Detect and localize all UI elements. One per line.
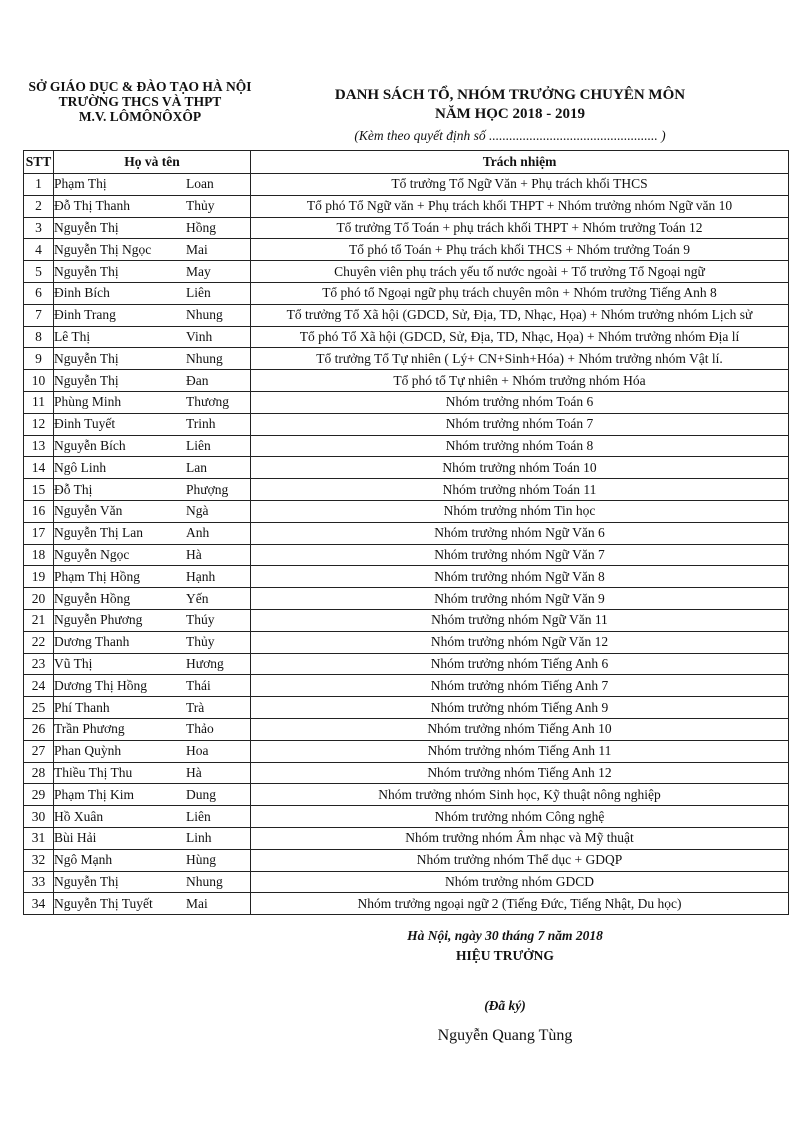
row-surname: Nguyễn Thị — [54, 350, 119, 366]
row-surname: Lê Thị — [54, 328, 91, 344]
row-stt: 6 — [24, 282, 54, 304]
row-surname: Đinh Tuyết — [54, 416, 116, 432]
row-surname: Nguyễn Thị — [54, 219, 119, 235]
row-stt: 8 — [24, 326, 54, 348]
row-name — [54, 849, 251, 871]
row-given-name: Trà — [186, 699, 205, 715]
row-given-name: Liên — [186, 808, 211, 824]
table-row — [24, 195, 789, 217]
row-given-name: Ngà — [186, 503, 209, 519]
table-row — [24, 566, 789, 588]
org-line-school-name: M.V. LÔMÔNÔXÔP — [78, 109, 202, 124]
row-stt: 25 — [24, 697, 54, 719]
organization-header — [20, 79, 260, 124]
table-row — [24, 413, 789, 435]
row-surname: Nguyễn Hồng — [54, 590, 131, 606]
row-duty: Nhóm trưởng nhóm Ngữ Văn 12 — [251, 631, 789, 653]
row-stt: 2 — [24, 195, 54, 217]
row-given-name: Loan — [186, 176, 214, 192]
table-row — [24, 500, 789, 522]
row-duty: Tổ phó tổ Ngoại ngữ phụ trách chuyên môn + Nhóm trưởng Tiếng Anh 8 — [251, 282, 789, 304]
row-stt: 23 — [24, 653, 54, 675]
row-stt: 24 — [24, 675, 54, 697]
row-given-name: Nhung — [186, 350, 223, 366]
row-surname: Nguyễn Ngọc — [54, 546, 130, 562]
row-duty: Nhóm trưởng nhóm Tin học — [251, 500, 789, 522]
row-stt: 17 — [24, 522, 54, 544]
table-row — [24, 282, 789, 304]
row-given-name: Hồng — [186, 219, 216, 235]
row-given-name: Thái — [186, 677, 211, 693]
row-surname: Nguyễn Phương — [54, 612, 143, 628]
row-name — [54, 871, 251, 893]
table-row — [24, 588, 789, 610]
row-duty: Nhóm trưởng nhóm Toán 11 — [251, 479, 789, 501]
row-duty: Nhóm trưởng nhóm Ngữ Văn 9 — [251, 588, 789, 610]
row-name — [54, 479, 251, 501]
row-given-name: Linh — [186, 830, 212, 846]
row-surname: Phan Quỳnh — [54, 743, 122, 759]
row-duty: Tổ phó tổ Tự nhiên + Nhóm trưởng nhóm Hóa — [251, 370, 789, 392]
row-surname: Phí Thanh — [54, 699, 110, 715]
row-surname: Vũ Thị — [54, 655, 93, 671]
row-name — [54, 174, 251, 196]
row-stt: 19 — [24, 566, 54, 588]
row-name — [54, 195, 251, 217]
table-row — [24, 827, 789, 849]
signature-place-date: Hà Nội, ngày 30 tháng 7 năm 2018 — [407, 928, 603, 943]
row-name — [54, 326, 251, 348]
row-name — [54, 282, 251, 304]
row-duty: Nhóm trưởng nhóm Toán 7 — [251, 413, 789, 435]
row-stt: 13 — [24, 435, 54, 457]
table-header-row — [24, 151, 789, 174]
row-name — [54, 827, 251, 849]
row-name — [54, 413, 251, 435]
row-surname: Phùng Minh — [54, 394, 122, 410]
row-given-name: Hương — [186, 655, 224, 671]
row-name — [54, 435, 251, 457]
staff-table — [23, 150, 789, 915]
table-row — [24, 740, 789, 762]
row-stt: 11 — [24, 391, 54, 413]
row-duty: Nhóm trưởng nhóm Toán 8 — [251, 435, 789, 457]
row-name — [54, 784, 251, 806]
row-duty: Nhóm trưởng nhóm Ngữ Văn 7 — [251, 544, 789, 566]
row-stt: 20 — [24, 588, 54, 610]
row-name — [54, 566, 251, 588]
row-given-name: Trinh — [186, 416, 216, 432]
row-duty: Nhóm trưởng nhóm GDCD — [251, 871, 789, 893]
row-duty: Nhóm trưởng nhóm Tiếng Anh 11 — [251, 740, 789, 762]
table-row — [24, 326, 789, 348]
row-given-name: Lan — [186, 459, 207, 475]
row-given-name: Anh — [186, 525, 210, 541]
row-given-name: Nhung — [186, 307, 223, 323]
row-stt: 4 — [24, 239, 54, 261]
row-given-name: Hà — [186, 764, 202, 780]
row-given-name: May — [186, 263, 211, 279]
table-row — [24, 479, 789, 501]
row-name — [54, 893, 251, 915]
org-line-department: SỞ GIÁO DỤC & ĐÀO TẠO HÀ NỘI — [28, 79, 252, 94]
row-stt: 1 — [24, 174, 54, 196]
table-row — [24, 718, 789, 740]
table-row — [24, 631, 789, 653]
row-given-name: Thương — [186, 394, 229, 410]
row-name — [54, 457, 251, 479]
row-stt: 33 — [24, 871, 54, 893]
row-duty: Nhóm trưởng nhóm Ngữ Văn 11 — [251, 609, 789, 631]
row-stt: 31 — [24, 827, 54, 849]
row-duty: Nhóm trưởng ngoại ngữ 2 (Tiếng Đức, Tiếng Nhật, Du học) — [251, 893, 789, 915]
signature-role: HIỆU TRƯỞNG — [456, 948, 554, 963]
row-stt: 3 — [24, 217, 54, 239]
row-surname: Đỗ Thị Thanh — [54, 198, 130, 214]
table-row — [24, 544, 789, 566]
table-row — [24, 522, 789, 544]
row-duty: Tổ trưởng Tổ Ngữ Văn + Phụ trách khối THCS — [251, 174, 789, 196]
row-surname: Nguyễn Thị Lan — [54, 525, 143, 541]
row-given-name: Liên — [186, 437, 211, 453]
table-row — [24, 806, 789, 828]
row-stt: 10 — [24, 370, 54, 392]
row-name — [54, 304, 251, 326]
row-duty: Tổ trưởng Tổ Tự nhiên ( Lý+ CN+Sinh+Hóa) + Nhóm trưởng nhóm Vật lí. — [251, 348, 789, 370]
row-duty: Nhóm trưởng nhóm Tiếng Anh 12 — [251, 762, 789, 784]
row-given-name: Mai — [186, 241, 208, 257]
row-surname: Dương Thanh — [54, 634, 130, 650]
row-surname: Ngô Linh — [54, 459, 107, 475]
row-name — [54, 391, 251, 413]
row-duty: Nhóm trưởng nhóm Công nghệ — [251, 806, 789, 828]
table-row — [24, 304, 789, 326]
signer-name: Nguyễn Quang Tùng — [437, 1027, 573, 1044]
table-row — [24, 370, 789, 392]
row-surname: Đinh Trang — [54, 307, 116, 323]
row-given-name: Vinh — [186, 328, 213, 344]
row-given-name: Thủy — [186, 634, 215, 650]
row-given-name: Đan — [186, 372, 209, 388]
row-duty: Tổ trưởng Tổ Toán + phụ trách khối THPT + Nhóm trưởng Toán 12 — [251, 217, 789, 239]
row-duty: Nhóm trưởng nhóm Ngữ Văn 6 — [251, 522, 789, 544]
row-given-name: Liên — [186, 285, 211, 301]
row-stt: 9 — [24, 348, 54, 370]
row-surname: Nguyễn Văn — [54, 503, 123, 519]
row-given-name: Thủy — [186, 198, 215, 214]
row-surname: Bùi Hải — [54, 830, 97, 846]
row-stt: 7 — [24, 304, 54, 326]
row-name — [54, 631, 251, 653]
row-name — [54, 348, 251, 370]
row-surname: Đinh Bích — [54, 285, 110, 301]
row-surname: Ngô Mạnh — [54, 852, 113, 868]
header-duty: Trách nhiệm — [251, 151, 789, 174]
header-stt: STT — [24, 151, 54, 174]
row-stt: 29 — [24, 784, 54, 806]
table-row — [24, 697, 789, 719]
table-row — [24, 391, 789, 413]
row-name — [54, 740, 251, 762]
table-row — [24, 675, 789, 697]
title-line-year: NĂM HỌC 2018 - 2019 — [435, 106, 585, 122]
row-surname: Phạm Thị — [54, 176, 107, 192]
row-duty: Tổ phó Tổ Xã hội (GDCD, Sử, Địa, TD, Nhạc, Họa) + Nhóm trưởng nhóm Địa lí — [251, 326, 789, 348]
table-row — [24, 239, 789, 261]
row-name — [54, 806, 251, 828]
row-given-name: Hà — [186, 546, 202, 562]
row-stt: 32 — [24, 849, 54, 871]
row-duty: Chuyên viên phụ trách yếu tố nước ngoài + Tổ trưởng Tổ Ngoại ngữ — [251, 261, 789, 283]
row-stt: 22 — [24, 631, 54, 653]
document-title — [300, 86, 720, 124]
table-row — [24, 849, 789, 871]
table-row — [24, 261, 789, 283]
row-name — [54, 522, 251, 544]
row-duty: Nhóm trưởng nhóm Âm nhạc và Mỹ thuật — [251, 827, 789, 849]
row-given-name: Thảo — [186, 721, 214, 737]
row-surname: Phạm Thị Hồng — [54, 568, 141, 584]
row-stt: 15 — [24, 479, 54, 501]
header-name: Họ và tên — [54, 151, 251, 174]
row-given-name: Hạnh — [186, 568, 216, 584]
row-name — [54, 697, 251, 719]
table-row — [24, 784, 789, 806]
row-name — [54, 588, 251, 610]
table-row — [24, 217, 789, 239]
row-stt: 18 — [24, 544, 54, 566]
row-surname: Hồ Xuân — [54, 808, 104, 824]
row-duty: Nhóm trưởng nhóm Thể dục + GDQP — [251, 849, 789, 871]
row-surname: Nguyễn Bích — [54, 437, 126, 453]
row-surname: Dương Thị Hồng — [54, 677, 147, 693]
row-duty: Nhóm trưởng nhóm Toán 6 — [251, 391, 789, 413]
table-row — [24, 609, 789, 631]
row-stt: 16 — [24, 500, 54, 522]
row-surname: Nguyễn Thị Tuyết — [54, 895, 153, 911]
row-surname: Phạm Thị Kim — [54, 786, 135, 802]
row-duty: Nhóm trưởng nhóm Tiếng Anh 9 — [251, 697, 789, 719]
row-duty: Tổ trưởng Tổ Xã hội (GDCD, Sử, Địa, TD, Nhạc, Họa) + Nhóm trưởng nhóm Lịch sử — [251, 304, 789, 326]
row-name — [54, 239, 251, 261]
table-row — [24, 435, 789, 457]
row-duty: Tổ phó Tổ Ngữ văn + Phụ trách khối THPT + Nhóm trưởng nhóm Ngữ văn 10 — [251, 195, 789, 217]
row-stt: 14 — [24, 457, 54, 479]
table-row — [24, 174, 789, 196]
row-stt: 21 — [24, 609, 54, 631]
row-surname: Nguyễn Thị — [54, 372, 119, 388]
row-name — [54, 762, 251, 784]
row-name — [54, 609, 251, 631]
row-name — [54, 261, 251, 283]
row-name — [54, 653, 251, 675]
row-stt: 26 — [24, 718, 54, 740]
org-line-school: TRƯỜNG THCS VÀ THPT — [58, 94, 222, 109]
table-row — [24, 762, 789, 784]
row-name — [54, 370, 251, 392]
row-name — [54, 500, 251, 522]
row-stt: 5 — [24, 261, 54, 283]
row-name — [54, 675, 251, 697]
row-stt: 34 — [24, 893, 54, 915]
table-row — [24, 653, 789, 675]
row-name — [54, 217, 251, 239]
row-duty: Nhóm trưởng nhóm Tiếng Anh 6 — [251, 653, 789, 675]
row-name — [54, 544, 251, 566]
row-given-name: Nhung — [186, 873, 223, 889]
row-duty: Nhóm trưởng nhóm Sinh học, Kỹ thuật nông nghiệp — [251, 784, 789, 806]
row-stt: 27 — [24, 740, 54, 762]
row-given-name: Thúy — [186, 612, 215, 628]
row-duty: Nhóm trưởng nhóm Tiếng Anh 7 — [251, 675, 789, 697]
row-surname: Trần Phương — [54, 721, 125, 737]
row-given-name: Hoa — [186, 743, 209, 759]
table-row — [24, 457, 789, 479]
table-row — [24, 871, 789, 893]
row-given-name: Mai — [186, 895, 208, 911]
table-body — [24, 174, 789, 915]
row-surname: Nguyễn Thị — [54, 263, 119, 279]
row-stt: 28 — [24, 762, 54, 784]
signed-note: (Đã ký) — [484, 998, 526, 1013]
table-row — [24, 348, 789, 370]
row-surname: Nguyễn Thị — [54, 873, 119, 889]
row-surname: Thiều Thị Thu — [54, 764, 133, 780]
title-line-main: DANH SÁCH TỔ, NHÓM TRƯỞNG CHUYÊN MÔN — [334, 87, 686, 103]
row-given-name: Phượng — [186, 481, 229, 497]
row-name — [54, 718, 251, 740]
row-surname: Đỗ Thị — [54, 481, 93, 497]
row-duty: Nhóm trưởng nhóm Ngữ Văn 8 — [251, 566, 789, 588]
row-stt: 30 — [24, 806, 54, 828]
row-surname: Nguyễn Thị Ngọc — [54, 241, 152, 257]
row-given-name: Hùng — [186, 852, 216, 868]
row-duty: Nhóm trưởng nhóm Tiếng Anh 10 — [251, 718, 789, 740]
attachment-note: (Kèm theo quyết định số .................................................. ) — [354, 128, 666, 143]
table-row — [24, 893, 789, 915]
row-given-name: Dung — [186, 786, 216, 802]
row-duty: Nhóm trưởng nhóm Toán 10 — [251, 457, 789, 479]
row-given-name: Yến — [186, 590, 209, 606]
row-stt: 12 — [24, 413, 54, 435]
row-duty: Tổ phó tổ Toán + Phụ trách khối THCS + Nhóm trưởng Toán 9 — [251, 239, 789, 261]
